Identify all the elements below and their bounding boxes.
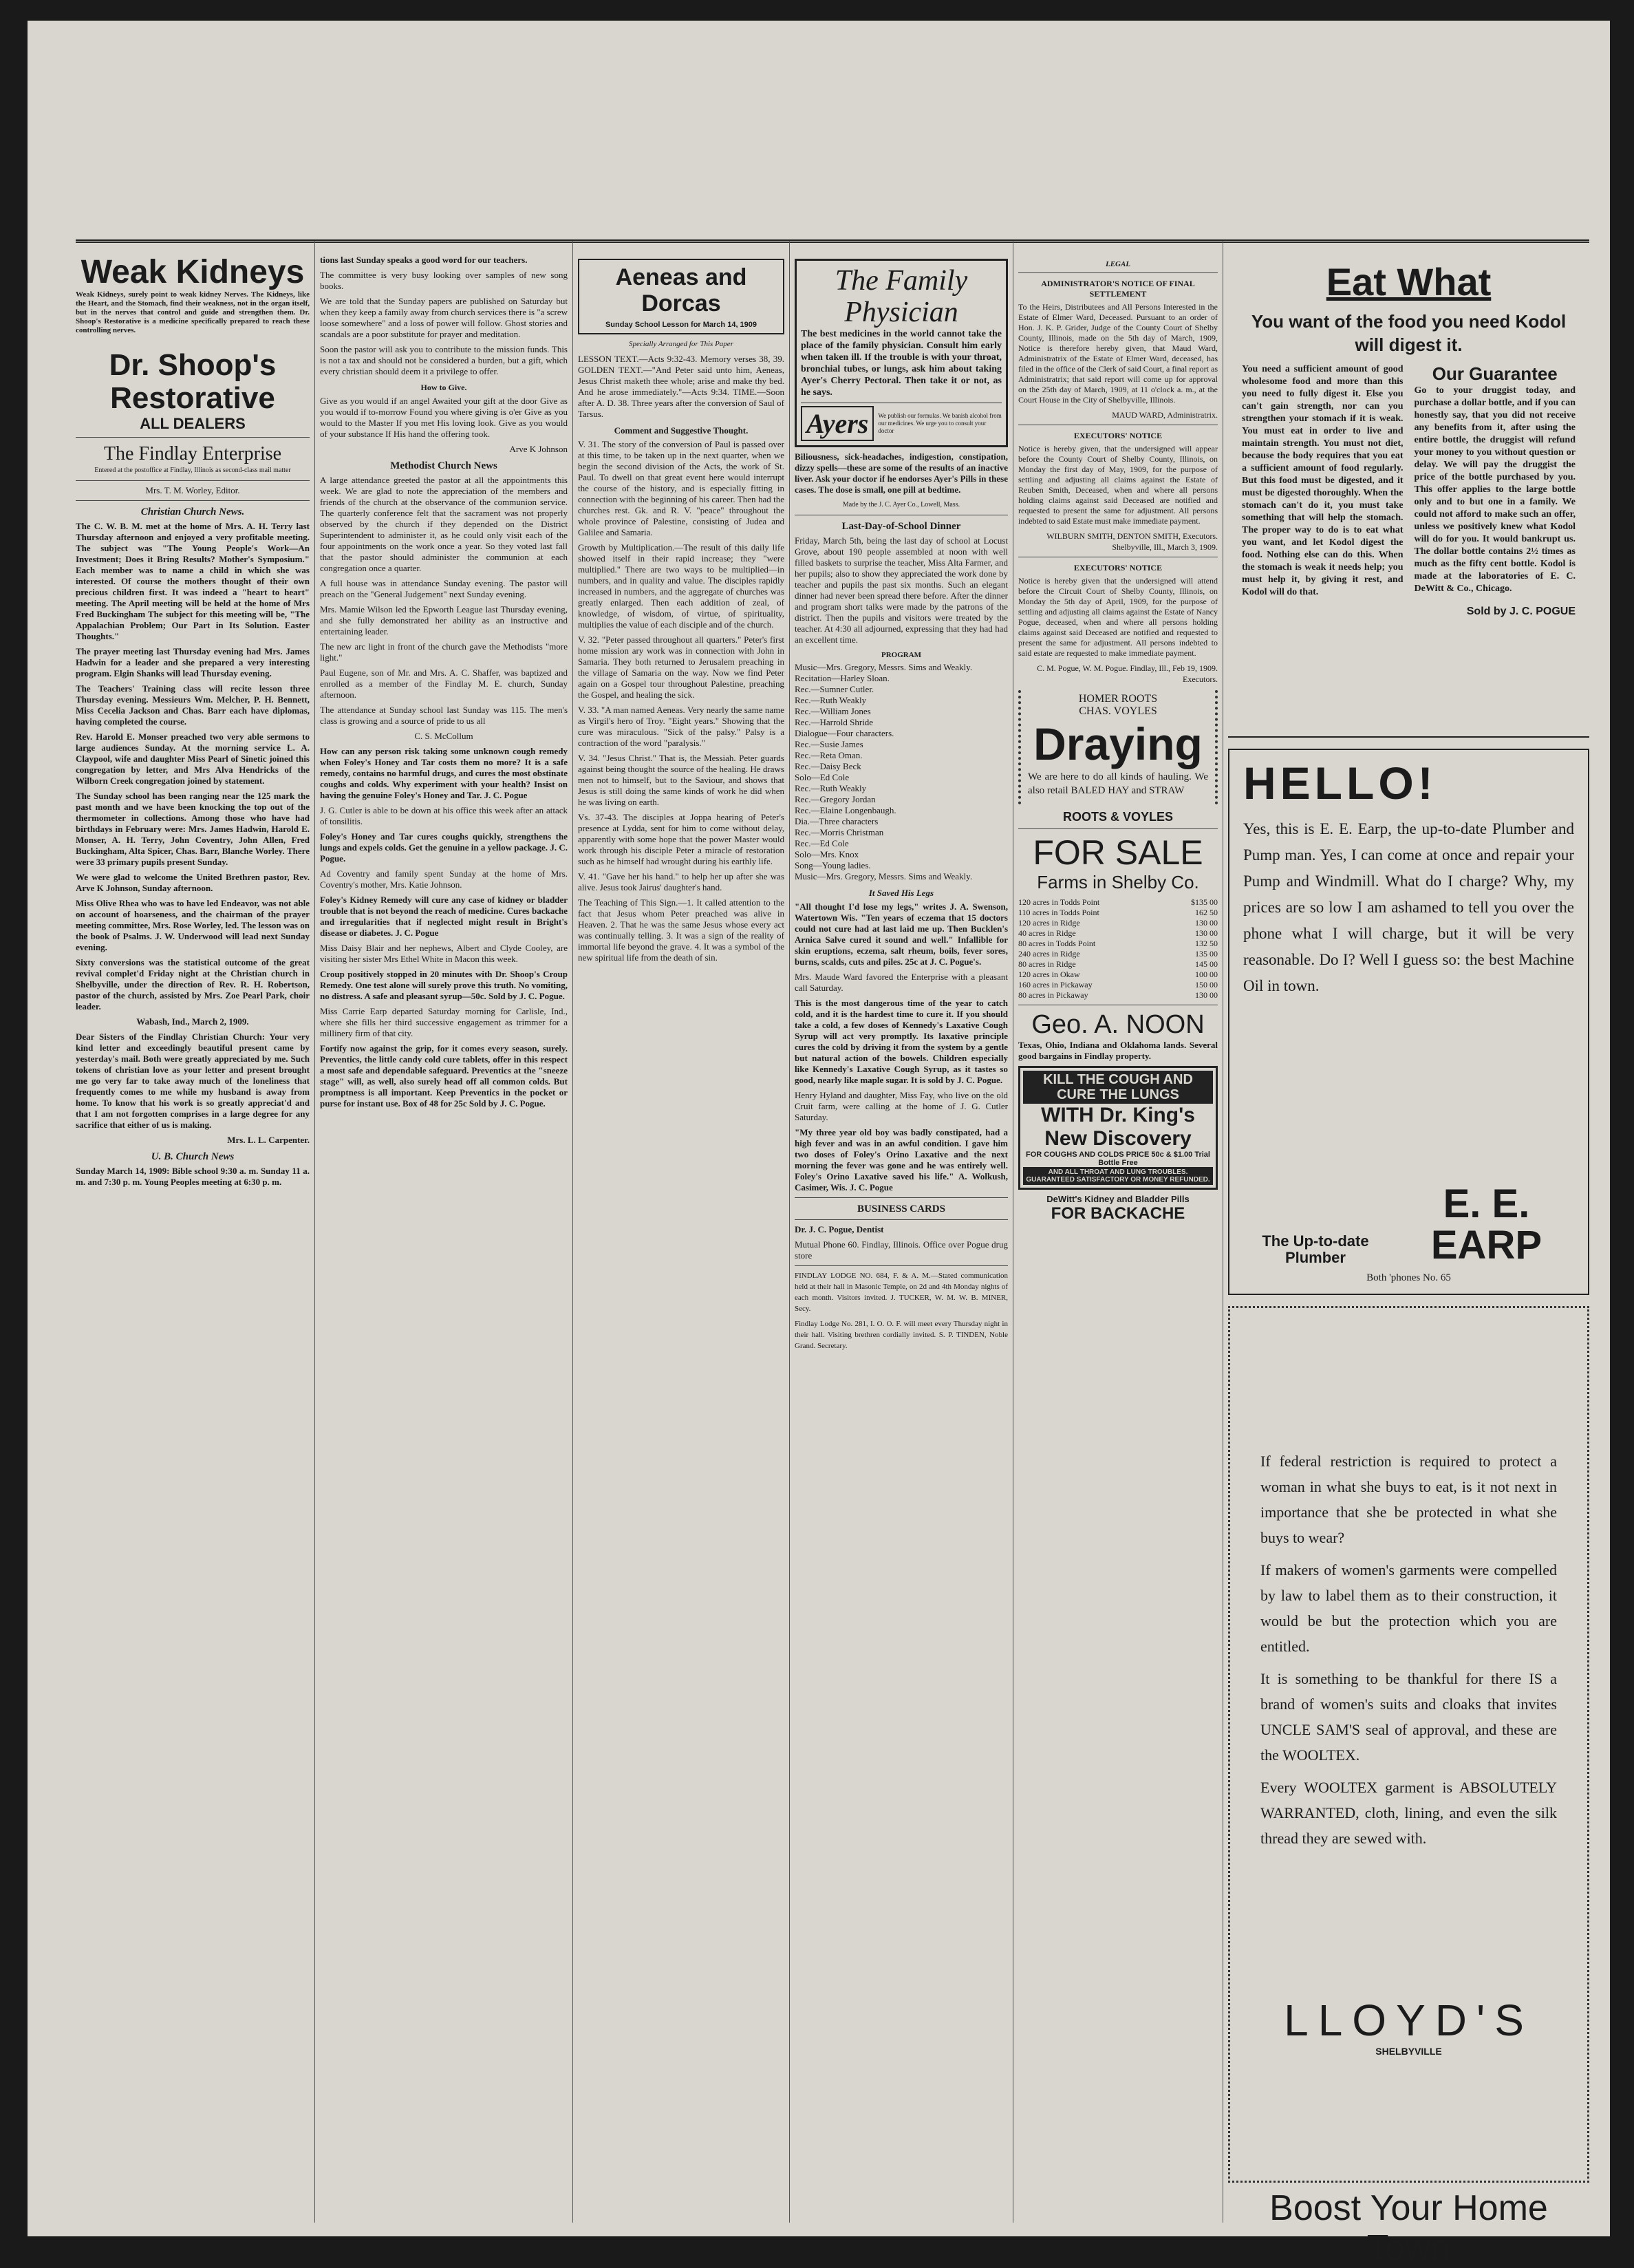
- column-2: [320, 255, 568, 2223]
- carrie-text: Miss Carrie Earp departed Saturday morning for Carlisle, Ind., where she fills her third successive engagement as trimmer for a millinery firm of that city.: [320, 1006, 568, 1038]
- ayers-pills-text: Biliousness, sick-headaches, indigestion, constipation, dizzy spells—these are some of the results of an inactive liver. Ask your doctor if he endorses Ayer's Pills in these cases. The dose is small, one pill at bedtime.: [795, 451, 1008, 495]
- methodist-heading: Methodist Church News: [390, 460, 497, 471]
- masthead: The Findlay Enterprise: [103, 443, 282, 464]
- plumber-label: The Up-to-date Plumber: [1262, 1232, 1369, 1266]
- program-item: Dia.—Three characters: [795, 816, 879, 826]
- program-item: Dialogue—Four characters.: [795, 728, 894, 738]
- weak-kidneys-text: Weak Kidneys, surely point to weak kidney Nerves. The Kidneys, like the Heart, and the Stomach, find their weakness, not in the organ itself, but in the nerves that control and guide and strengthen them. Dr. Shoop's Restorative is a medicine specifically prepared to reach these controlling nerves.: [76, 290, 310, 334]
- shelbyville: SHELBYVILLE: [1375, 2046, 1442, 2057]
- teaching-text: The Teaching of This Sign.—1. It called attention to the fact that Jesus whom Peter preached was alive in Heaven. 2. That he was the same Jesus whose every act was continually telling. 3. It was a sign of the reality of immortal life beyond the grave. 4. It was a symbol of the new spiritual life from the death of sin.: [578, 897, 784, 963]
- program-item: Rec.—William Jones: [795, 706, 871, 716]
- sold-by: Sold by J. C. POGUE: [1466, 606, 1576, 617]
- blair-text: Miss Daisy Blair and her nephews, Albert and Clyde Cooley, are visiting her sister Mrs Ethel White in Macon this week.: [320, 943, 568, 964]
- dinner-heading: Last-Day-of-School Dinner: [841, 521, 961, 532]
- ub-heading: U. B. Church News: [151, 1151, 235, 1162]
- draying-title: Draying: [1033, 718, 1203, 769]
- program-item: Rec.—Sumner Cutler.: [795, 684, 874, 694]
- teachers-text: The Teachers' Training class will recite lesson three Thursday evening. Messieurs Wm. Melcher, P. H. Bennett, Miss Cecelia Jackson and Chas. Barr each have diplomas, having completed the course.: [76, 683, 310, 727]
- ayers-co: Made by the J. C. Ayer Co., Lowell, Mass.: [842, 501, 960, 509]
- shoop-ad-title: Dr. Shoop's Restorative: [109, 348, 277, 415]
- column-3: [578, 255, 784, 2223]
- ayers-side-text: We publish our formulas. We banish alcohol from our medicines. We urge you to consult your doctor: [878, 412, 1002, 434]
- editor-line: Mrs. T. M. Worley, Editor.: [145, 485, 240, 495]
- comment-text: V. 31. The story of the conversion of Paul is passed over at this time, to be taken up in the next quarter, when we begin the second division of the Acts, the work of St. Paul. To dwell on that great event here would interrupt the course of the history, and is especially fitting in connection with the beginning of his career. Then had the churches rest. Gk. and R. V. "peace" throughout the whole province of Palestine, consisting of Judea and Galilee and Samaria.: [578, 439, 784, 537]
- wooltex-p1: If federal restriction is required to protect a woman in what she buys to eat, is it not next in importance that she be protected in what she buys to wear?: [1260, 1453, 1557, 1546]
- poem-author: Arve K Johnson: [509, 444, 568, 454]
- notice1-heading: ADMINISTRATOR'S NOTICE OF FINAL SETTLEMENT: [1041, 279, 1195, 299]
- wabash-dateline: Wabash, Ind., March 2, 1909.: [136, 1016, 249, 1027]
- notice3-text: Notice is hereby given that the undersigned will attend before the Circuit Court of Shelby County, Illinois, on Monday the 5th day of April, 1909, for the purpose of settling and adjusting all claims against the Estate of Nancy Pogue, deceased, when and where all persons holding claims against said Deceased are notified and requested to present the same for adjustment. All persons indebted to said estate are requested to make immediate payment.: [1018, 576, 1218, 658]
- program-item: Rec.—Ruth Weakly: [795, 783, 867, 793]
- farm-price: $135 00: [1191, 897, 1218, 907]
- wabash-text: Dear Sisters of the Findlay Christian Church: Your very kind letter and exceedingly beautiful present came by yesterday's mail. Both were greatly appreciated by me. Such tokens of christian love as your letter and present brought me go very far to take away much of the loneliness that frequently comes to me while my husband is away from home. To know that his work is so greatly appreciat'd and that I am not forgotten comprises in a large degree for any sacrifice that either of us is making.: [76, 1031, 310, 1130]
- farm-row: [1018, 959, 1218, 970]
- program-item: Song—Young ladies.: [795, 860, 871, 870]
- poem: Give as you would if an angel Awaited your gift at the door Give as you would if to-morrow Found you where giving is o'er Give as you would to the Master If you met His loving look. Give as you would of your substance If His hand the offering took.: [320, 396, 568, 439]
- cutler-text: J. G. Cutler is able to be down at his office this week after an attack of tonsilitis.: [320, 805, 568, 826]
- wooltex-p4: Every WOOLTEX garment is ABSOLUTELY WARRANTED, cloth, lining, and even the silk thread they are sewed with.: [1260, 1779, 1557, 1847]
- wooltex-ad: [1228, 1306, 1589, 2183]
- program-list: [795, 662, 1008, 882]
- boost-banner: Boost Your Home Town: [1269, 2188, 1548, 2268]
- peter-text: V. 32. "Peter passed throughout all quarters." Peter's first home mission ary work was in connection with John in Samaria. They both returned to Jerusalem preaching in the village of Samaria on the way. Now we find Peter again on a Gospel tour throughout Palestine, preaching the Gospel, and healing the sick.: [578, 634, 784, 700]
- family-physician-text: The best medicines in the world cannot take the place of the family physician. Consult him early when taken ill. If the trouble is with your throat, bronchial tubes, or lungs, ask him about taking Ayer's Cherry Pectoral. Then take it or not, as he says.: [801, 329, 1002, 398]
- program-item: Rec.—Daisy Beck: [795, 761, 861, 771]
- guarantee-title: Our Guarantee: [1432, 363, 1558, 384]
- fortify-text: Fortify now against the grip, for it comes every season, surely. Preventics, the little candy cold cure tablets, offer in this respect a most safe and dependable safeguard. Preventics at the "sneeze stage" will, as well, also surely head off all common colds. But promptness is all important. Keep Preventics in the pocket or purse for instant use. Box of 48 for 25c Sold by J. C. Pogue.: [320, 1043, 568, 1109]
- jesus-text: V. 34. "Jesus Christ." That is, the Messiah. Peter guards against being thought the source of the healing. He draws men not to himself, but to the Saviour, and shows that Jesus is still doing the same kinds of work he did when he was living on earth.: [578, 753, 784, 807]
- king-ad: [1018, 1066, 1218, 1190]
- guarantee-text: Go to your druggist today, and purchase a dollar bottle, and if you can honestly say, that you did not receive any benefits from it, after using the entire bottle, the druggist will refund your money to you without question or delay. We will pay the druggist the price of the bottle purchased by you. This offer applies to the large bottle only and to but one in a family. We could not afford to make such an offer, unless we positively knew what Kodol will do for you. It would bankrupt us. The dollar bottle contains 2½ times as much as the fifty cent bottle. Kodol is made at the laboratories of E. C. DeWitt & Co., Chicago.: [1414, 385, 1576, 594]
- farm-desc: 120 acres in Ridge: [1018, 918, 1080, 928]
- farm-desc: 110 acres in Todds Point: [1018, 908, 1099, 917]
- farm-row: [1018, 928, 1218, 939]
- program-item: Music—Mrs. Gregory, Messrs. Sims and Weakly.: [795, 871, 973, 881]
- dewitt-bottom: FOR BACKACHE: [1051, 1204, 1185, 1223]
- farm-row: [1018, 970, 1218, 980]
- noon-text: Texas, Ohio, Indiana and Oklahoma lands. Several good bargains in Findlay property.: [1018, 1040, 1218, 1061]
- farm-row: [1018, 897, 1218, 908]
- lesson-byline: Specially Arranged for This Paper: [629, 340, 733, 348]
- notice3-heading: EXECUTORS' NOTICE: [1073, 563, 1163, 573]
- earp-name: E. E. EARP: [1430, 1181, 1542, 1267]
- program-item: Rec.—Ed Cole: [795, 838, 849, 848]
- program-heading: PROGRAM: [881, 651, 922, 659]
- chas-voyles: CHAS. VOYLES: [1079, 705, 1157, 717]
- wooltex-p3: It is something to be thankful for there IS a brand of women's suits and cloaks that invites UNCLE SAM'S seal of approval, and these are the WOOLTEX.: [1260, 1670, 1557, 1764]
- legs-text: "All thought I'd lose my legs," writes J. A. Swenson, Watertown Wis. "Ten years of eczema that 15 doctors could not cure had at last laid me up. Then Bucklen's Arnica Salve cured it sound and well." Infallible for skin eruptions, eczema, salt rheum, boils, fever sores, burns, scalds, cuts and piles. 25c at J. C. Pogue's.: [795, 901, 1008, 967]
- draying-ad: [1018, 690, 1218, 804]
- arc-text: The new arc light in front of the church gave the Methodists "more light.": [320, 641, 568, 663]
- king-side: FOR COUGHS AND COLDS PRICE 50c & $1.00 Trial Bottle Free: [1026, 1151, 1210, 1167]
- kodol-ad: [1228, 255, 1589, 738]
- v41-text: V. 41. "Gave her his hand." to help her up after she was alive. Jesus took Jairus' daughter's hand.: [578, 871, 784, 892]
- phones: Both 'phones No. 65: [1366, 1272, 1451, 1283]
- ward-text: Mrs. Maude Ward favored the Enterprise with a pleasant call Saturday.: [795, 972, 1008, 993]
- eat-text: You need a sufficient amount of good wholesome food and more than this you need to fully digest it. Else you can't gain strength, nor can you strengthen your stomach if it is weak. You must eat in order to live and maintain strength. You must not diet, because the body requires that you eat a sufficient amount of food regularly. But this food must be digested, and it must be digested thoroughly. When the stomach can't do it, you must take something that will help the stomach. The proper way to do is to eat what you want, and let Kodol digest the food. Nothing else can do this. When the stomach is weak it needs help; you must help it, by giving it rest, and Kodol will do that.: [1242, 364, 1404, 597]
- farm-desc: 120 acres in Todds Point: [1018, 897, 1100, 907]
- program-item: Solo—Ed Cole: [795, 772, 850, 782]
- draying-text: We are here to do all kinds of hauling. We also retail BALED HAY and STRAW: [1028, 771, 1208, 796]
- farm-desc: 80 acres in Pickaway: [1018, 990, 1088, 1000]
- earp-ad: [1228, 749, 1589, 1295]
- lesson-subtitle: Sunday School Lesson for March 14, 1909: [605, 321, 757, 329]
- methodist-text: A large attendance greeted the pastor at all the appointments this week. We are glad to note the appreciation of the members and friends of the church at the observance of the communion service. The quarterly conference felt that the sacrament was not properly observed by the church if they depended on the District Superintendent to administer it, as he could only visit each of the four appointments on the work once a year. So they voted last fall that the pastor should administer the communion at each congregation once a quarter.: [320, 475, 568, 573]
- comment-heading: Comment and Suggestive Thought.: [614, 425, 749, 436]
- foley-text: How can any person risk taking some unknown cough remedy when Foley's Honey and Tar costs them no more? It is a safe remedy, contains no harmful drugs, and cures the most obstinate coughs and colds. Why experiment with your health? Insist on having the genuine Foley's Honey and Tar. J. C. Pogue: [320, 746, 568, 800]
- for-sale-title: FOR SALE: [1033, 833, 1203, 872]
- lesson-text: LESSON TEXT.—Acts 9:32-43. Memory verses 38, 39. GOLDEN TEXT.—"And Peter said unto him, Aeneas, Jesus Christ maketh thee whole; arise and make thy bed. And he arose immediately."—Acts 9:34. TIME.—Soon after A. D. 38. Three years after the conversion of Saul of Tarsus.: [578, 354, 784, 419]
- program-item: Rec.—Ruth Weakly: [795, 695, 867, 705]
- farm-row: [1018, 990, 1218, 1001]
- notice2-heading: EXECUTORS' NOTICE: [1073, 431, 1163, 440]
- farm-price: 135 00: [1195, 949, 1218, 959]
- program-item: Rec.—Susie James: [795, 739, 863, 749]
- family-physician-ad: [795, 259, 1008, 447]
- column-1: [76, 255, 310, 2223]
- poem-title: How to Give.: [420, 383, 467, 392]
- wilson-text: Mrs. Mamie Wilson led the Epworth League last Thursday evening, and she fully demonstrated her ability as an instructive and entertaining leader.: [320, 604, 568, 636]
- program-item: Rec.—Morris Christman: [795, 827, 884, 837]
- family-physician-title: The Family Physician: [835, 265, 968, 328]
- conversions-text: Sixty conversions was the statistical outcome of the great revival complet'd Friday night at the Christian church in Shelbyville, under the direction of Rev. R. H. Robertson, pastor of the church, assisted by Mrs. Zoe Pearl Park, choir leader.: [76, 957, 310, 1012]
- farm-desc: 160 acres in Pickaway: [1018, 980, 1093, 989]
- hello-text: Yes, this is E. E. Earp, the up-to-date Plumber and Pump man. Yes, I can come at once and repair your Pump and Windmill. What do I charge? Why, my prices are so low I am ashamed to tell you over the phone what I will charge, but it will be very reasonable. Do I? Well I guess so: the best Machine Oil in town.: [1243, 820, 1574, 994]
- lesson-title: Aeneas and Dorcas: [615, 264, 747, 317]
- program-item: Rec.—Harrold Shride: [795, 717, 874, 727]
- signature: Mrs. L. L. Carpenter.: [227, 1135, 310, 1145]
- dangerous-text: This is the most dangerous time of the year to catch cold, and it is the hardest time to cure it. If you should take a cold, a few doses of Kennedy's Laxative Cough Syrup will act very promptly. Its laxative principle cures the cold by driving it from the system by a gentle but natural action of the bowels. Children especially like Kennedy's Laxative Cough Syrup, as it tastes so good, nearly like maple sugar. It is sold by J. C. Pogue.: [795, 998, 1008, 1085]
- farm-desc: 80 acres in Ridge: [1018, 959, 1076, 969]
- farm-price: 100 00: [1195, 970, 1218, 979]
- christian-heading: Christian Church News.: [140, 506, 245, 517]
- croup-text: Croup positively stopped in 20 minutes with Dr. Shoop's Croup Remedy. One test alone will surely prove this truth. No vomiting, no distress. A safe and pleasant syrup—50c. Sold by J. C. Pogue.: [320, 969, 568, 1001]
- monser-text: Rev. Harold E. Monser preached two very able sermons to large audiences Sunday. At the morning service L. A. Claypool, wife and daughter Miss Pearl of Sinetic joined this congregation by letter, and Mrs Alva Hendricks of the Wilborn Creek congregation joined by statement.: [76, 731, 310, 786]
- shoop-ad-sub: ALL DEALERS: [140, 415, 246, 432]
- farm-row: [1018, 949, 1218, 959]
- program-item: Music—Mrs. Gregory, Messrs. Sims and Weakly.: [795, 662, 973, 672]
- farm-price: 145 00: [1195, 959, 1218, 969]
- text-1: tions last Sunday speaks a good word for our teachers.: [320, 255, 528, 265]
- newspaper-page: [76, 241, 1589, 2268]
- dewitt-top: DeWitt's Kidney and Bladder Pills: [1046, 1194, 1190, 1204]
- junior-text: A full house was in attendance Sunday evening. The pastor will preach on the "General Judgement" next Sunday evening.: [320, 578, 568, 599]
- text-4: Soon the pastor will ask you to contribute to the mission funds. This is not a tax and should not be considered a burden, but a gift, which every christian should deem it a privilege to offer.: [320, 344, 568, 376]
- farm-price: 162 50: [1195, 908, 1218, 917]
- lloyds-logo: LLOYD'S: [1284, 1996, 1534, 2045]
- newspaper-sheet: [28, 21, 1610, 2268]
- hello-title: HELLO!: [1243, 758, 1437, 809]
- farm-price: 130 00: [1195, 918, 1218, 928]
- farm-price: 132 50: [1195, 939, 1218, 948]
- coventry-text: Ad Coventry and family spent Sunday at the home of Mrs. Coventry's mother, Mrs. Katie Johnson.: [320, 868, 568, 890]
- farm-price: 130 00: [1195, 990, 1218, 1000]
- notice2-text: Notice is hereby given, that the undersigned will appear before the County Court of Shelby County, Illinois, on Monday the first day of May, 1909, for the purpose of settling and adjusting all claims against the Estate of Reuben Smith, Deceased, when and where all persons holding claims against said Deceased are notified and requested to present the same for adjustment. All persons indebted to said Estate must make immediate payment.: [1018, 444, 1218, 526]
- homer-roots: HOMER ROOTS: [1078, 693, 1158, 705]
- king-mid: WITH Dr. King's New Discovery: [1041, 1104, 1195, 1150]
- roots-voyles: ROOTS & VOYLES: [1062, 810, 1174, 824]
- kidney-text: Foley's Kidney Remedy will cure any case of kidney or bladder trouble that is not beyond the reach of medicine. Cures backache and irregularities that if neglected might result in Bright's disease or diabetes. J. C. Pogue: [320, 895, 568, 938]
- notice1-text: To the Heirs, Distributees and All Persons Interested in the Estate of Elmer Ward, Deceased. Pursuant to an order of Hon. J. K. P. Grider, Judge of the County Court of Shelby County, Illinois, made on the 5th day of March, 1909, Notice is therefore hereby given, that Maud Ward, Administratrix of the Estate of Elmer Ward, deceased, has filed in the office of the Clerk of said Court, a final report as Administratrix; that said report will come up for approval on the 25th day of March, 1909, at 11 o'clock a. m., at the Court House in the City of Shelbyville, Illinois.: [1018, 302, 1218, 405]
- column-6: [1228, 255, 1589, 2268]
- notice2-sign: WILBURN SMITH, DENTON SMITH, Executors. Shelbyville, Ill., March 3, 1909.: [1046, 531, 1218, 552]
- farm-row: [1018, 980, 1218, 990]
- farm-list: [1018, 897, 1218, 1001]
- masthead-note: Entered at the postoffice at Findlay, Illinois as second-class mail matter: [94, 467, 291, 474]
- farm-row: [1018, 939, 1218, 949]
- eat-sub: You want of the food you need Kodol will digest it.: [1251, 311, 1567, 355]
- pogue-card: Dr. J. C. Pogue, Dentist: [795, 1224, 884, 1234]
- hyland-text: Henry Hyland and daughter, Miss Fay, who live on the old Cruit farm, were calling at the home of J. G. Cutler Saturday.: [795, 1090, 1008, 1122]
- joppa-text: Vs. 37-43. The disciples at Joppa hearing of Peter's presence at Lydda, sent for him to come without delay, apparently with some hope that the power Master would work through his disciple Peter a miracle of restoration such as he himself had wrought during his earthly life.: [578, 812, 784, 866]
- ub-text: Sunday March 14, 1909: Bible school 9:30 a. m. Sunday 11 a. m. and 7:30 p. m. Young Peoples meeting at 6:30 p. m.: [76, 1166, 310, 1187]
- legal-heading: LEGAL: [1105, 260, 1131, 268]
- king-top: KILL THE COUGH AND CURE THE LUNGS: [1023, 1071, 1213, 1104]
- program-item: Rec.—Reta Oman.: [795, 750, 863, 760]
- farm-desc: 40 acres in Ridge: [1018, 928, 1076, 938]
- program-item: Rec.—Elaine Longenbaugh.: [795, 805, 896, 815]
- eat-title: Eat What: [1326, 260, 1492, 303]
- aeneas-text: V. 33. "A man named Aeneas. Very nearly the same name as Virgil's hero of Troy. "Eight years." Showing that the cure was miraculous. "Sick of the palsy." Palsy is a contraction of the word "paralysis.": [578, 705, 784, 748]
- notice1-sign: MAUD WARD, Administratrix.: [1112, 410, 1218, 420]
- rhea-text: Miss Olive Rhea who was to have led Endeavor, was not able on account of hoarseness, and the chairman of the prayer meeting committee, Mrs. Rose Worley, led. The lesson was on the book of Psalms. J. W. Underwood will lead next Sunday evening.: [76, 898, 310, 952]
- farm-row: [1018, 908, 1218, 918]
- text-2: The committee is very busy looking over samples of new song books.: [320, 270, 568, 291]
- farm-desc: 80 acres in Todds Point: [1018, 939, 1096, 948]
- for-sale-sub: Farms in Shelby Co.: [1037, 872, 1199, 892]
- pogue-detail: Mutual Phone 60. Findlay, Illinois. Office over Pogue drug store: [795, 1239, 1008, 1261]
- brethren-text: We were glad to welcome the United Brethren pastor, Rev. Arve K Johnson, Sunday afternoon.: [76, 872, 310, 893]
- column-5: [1018, 255, 1218, 2223]
- mccollum-sign: C. S. McCollum: [414, 731, 473, 741]
- farm-row: [1018, 918, 1218, 928]
- farm-desc: 240 acres in Ridge: [1018, 949, 1080, 959]
- christian-text: The C. W. B. M. met at the home of Mrs. A. H. Terry last Thursday afternoon and enjoyed a very profitable meeting. The subject was "The Young People's Work—An Investment; Does it Bring Results? Mother's Symposium." Each member was to name a child in which she was interested. Of course the mothers thought of their own precious children first. It was indeed a "heart to heart" meeting. The April meeting will be held at the home of Mrs Fred Buckingham The subject for this meeting will be, "The Appalachian Problem; Our Part in Its Solution. Easter Thoughts.": [76, 521, 310, 641]
- legs-heading: It Saved His Legs: [868, 888, 934, 898]
- attendance-text: The attendance at Sunday school last Sunday was 115. The men's class is growing and a source of pride to us all: [320, 705, 568, 726]
- program-item: Rec.—Gregory Jordan: [795, 794, 876, 804]
- noon-title: Geo. A. NOON: [1031, 1010, 1205, 1039]
- foley2-text: Foley's Honey and Tar cures coughs quickly, strengthens the lungs and expels colds. Get the genuine in a yellow package. J. C. Pogue.: [320, 831, 568, 864]
- farm-price: 150 00: [1195, 980, 1218, 989]
- weak-kidneys-headline: Weak Kidneys: [80, 254, 305, 290]
- dinner-text: Friday, March 5th, being the last day of school at Locust Grove, about 190 people assembled at noon with well filled baskets to surprise the teacher, Miss Alta Farmer, and her pupils; also to show they appreciated the work done by teacher and pupils the past six months. Such an elegant dinner had never been spread there before. After the dinner and program short talks were made by the patrons of the district. Then the pupils and visitors were treated by the teacher. At 4:30 all adjourned, expressing that they had had an excellent time.: [795, 535, 1008, 645]
- text-3: We are told that the Sunday papers are published on Saturday but when they keep a family away from church services there is "a screw loose somewhere" and a loss of power will follow. Ghost stories and scandals are a poor substitute for prayer and meditation.: [320, 296, 568, 339]
- king-bottom: AND ALL THROAT AND LUNG TROUBLES. GUARANTEED SATISFACTORY OR MONEY REFUNDED.: [1023, 1167, 1213, 1185]
- program-item: Recitation—Harley Sloan.: [795, 673, 890, 683]
- growth-text: Growth by Multiplication.—The result of this daily life showed itself in their rapid increase; they "were multiplied." There are two ways to be multiplied—in numbers, and in quality and value. The disciples rapidly increased in numbers, and the aggregate of churches was greatly enlarged. Then each addition of zeal, of knowledge, of wisdom, of virtue, of spirituality, multiplies the value of each disciple and of the church.: [578, 542, 784, 630]
- business-heading: BUSINESS CARDS: [857, 1203, 945, 1215]
- wooltex-p2: If makers of women's garments were compelled by law to label them as to their construction, it would be but the protection which you are entitled.: [1260, 1561, 1557, 1655]
- prayer-text: The prayer meeting last Thursday evening had Mrs. James Hadwin for a leader and she prepared a very interesting program. Elgin Shanks will lead Thursday evening.: [76, 646, 310, 678]
- lesson-box: [578, 259, 784, 334]
- program-item: Solo—Mrs. Knox: [795, 849, 859, 859]
- notice3-sign: C. M. Pogue, W. M. Pogue. Findlay, Ill., Feb 19, 1909. Executors.: [1037, 663, 1218, 684]
- oddfellows-text: Findlay Lodge No. 281, I. O. O. F. will meet every Thursday night in their hall. Visiting brethren cordially invited. S. P. TINDEN, Noble Grand. Secretary.: [795, 1320, 1008, 1350]
- farm-desc: 120 acres in Okaw: [1018, 970, 1080, 979]
- sunday-text: The Sunday school has been ranging near the 125 mark the past month and we have been knocking the top out of the thermometer in collections. Among those who have had birthdays in February were: Mrs. James Hadwin, Harold E. Monser, A. H. Terry, John Coventry, John Allen, Fred Buckingham, Alta Spicer, Chas. Barr, Blanche Worley. There were 33 primary pupils present Sunday.: [76, 791, 310, 867]
- baby-text: "My three year old boy was badly constipated, had a high fever and was in an awful condition. I gave him two doses of Foley's Orino Laxative and the next morning the fever was gone and he was entirely well. Foley's Orino Laxative saved his life." A. Wolkush, Casimer, Wis. J. C. Pogue: [795, 1127, 1008, 1192]
- column-4: [795, 255, 1008, 2223]
- farm-price: 130 00: [1195, 928, 1218, 938]
- eugene-text: Paul Eugene, son of Mr. and Mrs. A. C. Shaffer, was baptized and enrolled as a member of the Findlay M. E. church, Sunday afternoon.: [320, 667, 568, 700]
- lodge-text: FINDLAY LODGE NO. 684, F. & A. M.—Stated communication held at their hall in Masonic Temple, on 2d and 4th Monday nights of each month. Visitors invited. J. TUCKER, W. M. W. B. MINER, Secy.: [795, 1272, 1008, 1313]
- ayers-logo: Ayers: [801, 406, 874, 441]
